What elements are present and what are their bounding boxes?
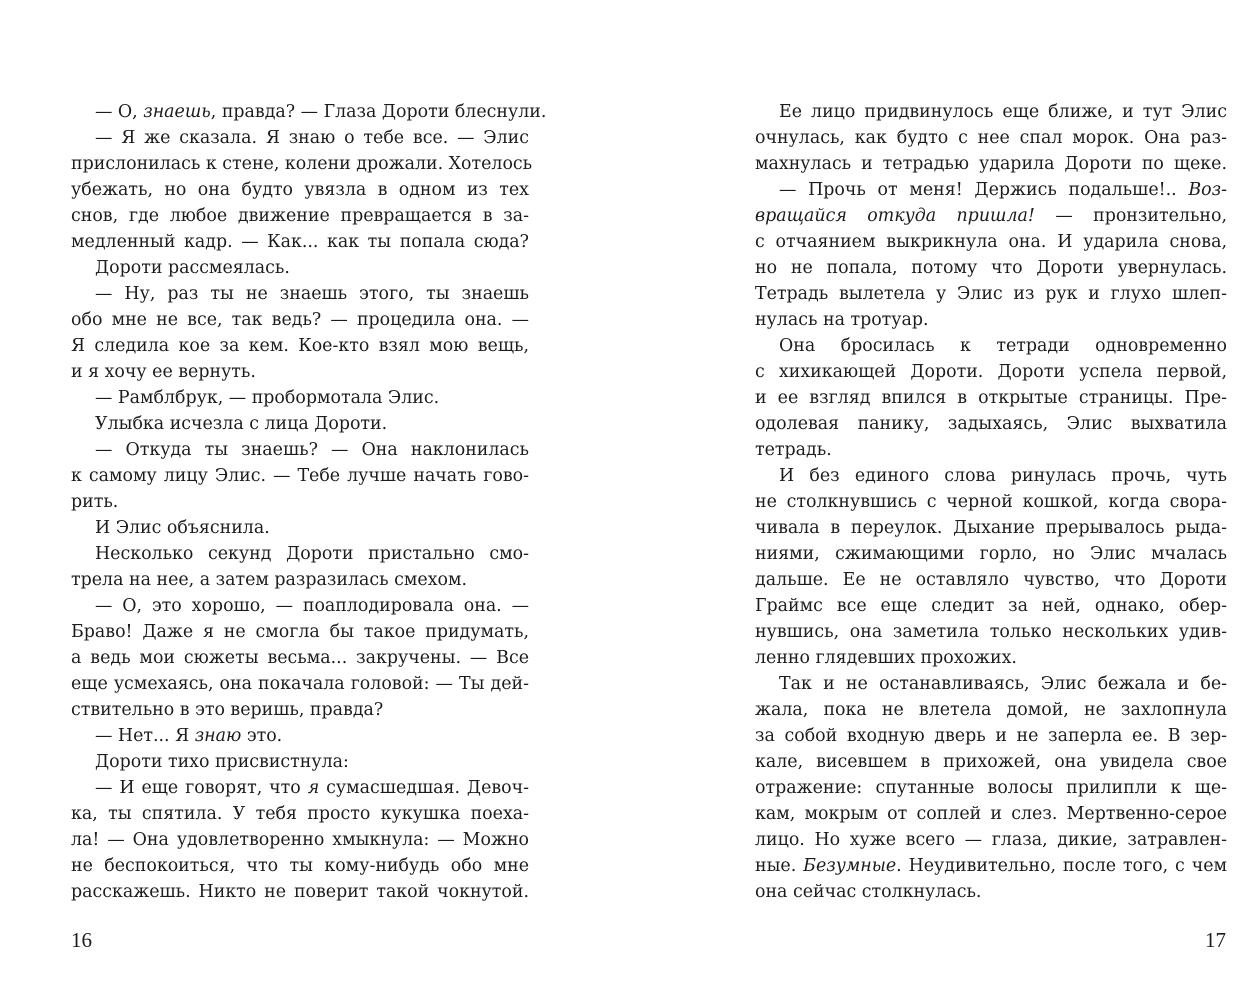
text-line: кам, мокрым от соплей и слез. Мертвенно-серое	[755, 804, 1227, 824]
text-line: Она бросилась к тетради одновременно	[779, 336, 1227, 356]
text-line: а ведь мои сюжеты весьма... закручены. — Все	[71, 648, 529, 668]
text-line: — Откуда ты знаешь? — Она наклонилась	[95, 440, 529, 460]
text-line: но не попала, потому что Дороти увернулась.	[755, 258, 1227, 278]
text-line: с отчаянием выкрикнула она. И ударила снова,	[755, 232, 1227, 252]
text-line: Так и не останавливаясь, Элис бежала и бе-	[779, 674, 1227, 694]
text-line: И Элис объяснила.	[95, 518, 270, 538]
text-line: очнулась, как будто с нее спал морок. Она раз-	[755, 128, 1227, 148]
text-line: обо мне не все, так ведь? — процедила она. —	[71, 310, 529, 330]
text-line: — Я же сказала. Я знаю о тебе все. — Элис	[95, 128, 529, 148]
text-line: — И еще говорят, что я сумасшедшая. Девоч-	[95, 778, 529, 798]
text-line: Дороти тихо присвистнула:	[95, 752, 349, 772]
text-line: — Нет... Я знаю это.	[95, 726, 283, 746]
emphasis-text: вращайся откуда пришла!	[755, 206, 1035, 226]
text-line: отражение: спутанные волосы прилипли к ще-	[755, 778, 1227, 798]
text-line: ные. Безумные. Неудивительно, после того, с чем	[755, 856, 1228, 876]
text-line: с хихикающей Дороти. Дороти успела первой,	[755, 362, 1227, 382]
emphasis-text: я	[307, 778, 320, 798]
emphasis-text: знаешь	[143, 102, 211, 122]
text-line: ка, ты спятила. У тебя просто кукушка поеха-	[71, 804, 529, 824]
text-line: И без единого слова ринулась прочь, чуть	[779, 466, 1227, 486]
text-line: махнулась и тетрадью ударила Дороти по щеке.	[755, 154, 1227, 174]
text-line: ниями, сжимающими горло, но Элис мчалась	[755, 544, 1227, 564]
text-line: рить.	[71, 492, 119, 512]
page-number: 17	[1205, 928, 1226, 952]
text-line: медленный кадр. — Как... как ты попала сюда?	[71, 232, 529, 252]
text-line: ленно глядевших прохожих.	[755, 648, 1017, 668]
text-line: еще усмехаясь, она покачала головой: — Ты дей-	[71, 674, 529, 694]
text-line: ла! — Она удовлетворенно хмыкнула: — Можно	[71, 830, 529, 850]
text-line: и я хочу ее вернуть.	[71, 362, 256, 382]
text-line: Дороти рассмеялась.	[95, 258, 290, 278]
text-line: прислонилась к стене, колени дрожали. Хотелось	[71, 154, 533, 174]
text-line: — О, это хорошо, — поаплодировала она. —	[95, 596, 529, 616]
text-line: Я следила кое за кем. Кое-кто взял мою вещь,	[71, 336, 529, 356]
text-line: Ее лицо придвинулось еще ближе, и тут Элис	[779, 102, 1227, 122]
text-line: Браво! Даже я не смогла бы такое придумать,	[71, 622, 529, 642]
text-line: трела на нее, а затем разразилась смехом.	[71, 570, 468, 590]
text-line: кале, висевшем в прихожей, она увидела свое	[755, 752, 1227, 772]
text-line: чивала в переулок. Дыхание прерывалось рыда-	[755, 518, 1227, 538]
text-line: нувшись, она заметила только нескольких удив-	[755, 622, 1227, 642]
text-line: не беспокоиться, что ты кому-нибудь обо мне	[71, 856, 529, 876]
emphasis-text: Безумные	[803, 856, 897, 876]
text-line: — Рамблбрук, — пробормотала Элис.	[95, 388, 440, 408]
text-line: расскажешь. Никто не поверит такой чокнутой.	[71, 882, 529, 902]
page-number: 16	[71, 928, 92, 952]
text-line: Несколько секунд Дороти пристально смо-	[95, 544, 529, 564]
text-line: одолевая панику, задыхаясь, Элис выхватила	[755, 414, 1227, 434]
text-line: — Прочь от меня! Держись подальше!.. Воз-	[779, 180, 1227, 200]
text-line: убежать, но она будто увязла в одном из тех	[71, 180, 529, 200]
text-line: вращайся откуда пришла! — пронзительно,	[755, 206, 1227, 226]
text-line: тетрадь.	[755, 440, 832, 460]
text-line: — О, знаешь, правда? — Глаза Дороти блеснули.	[95, 102, 547, 122]
text-line: к самому лицу Элис. — Тебе лучше начать гово-	[71, 466, 529, 486]
text-line: Граймс все еще следит за ней, однако, обер-	[755, 596, 1227, 616]
text-line: дальше. Ее не оставляло чувство, что Дороти	[755, 570, 1227, 590]
right-page	[625, 0, 1250, 1004]
text-line: — Ну, раз ты не знаешь этого, ты знаешь	[95, 284, 529, 304]
text-line: и ее взгляд впился в открытые страницы. Пре-	[755, 388, 1227, 408]
emphasis-text: Воз-	[1188, 180, 1227, 200]
text-line: лицо. Но хуже всего — глаза, дикие, затравлен-	[755, 830, 1227, 850]
text-line: Улыбка исчезла с лица Дороти.	[95, 414, 388, 434]
text-line: она сейчас столкнулась.	[755, 882, 982, 902]
text-line: не столкнувшись с черной кошкой, когда свора-	[755, 492, 1227, 512]
text-line: Тетрадь вылетела у Элис из рук и глухо шлеп-	[755, 284, 1227, 304]
text-line: ствительно в это веришь, правда?	[71, 700, 384, 720]
text-line: за собой входную дверь и не заперла ее. В зер-	[755, 726, 1227, 746]
text-line: жала, пока не влетела домой, не захлопнула	[755, 700, 1227, 720]
text-line: снов, где любое движение превращается в за-	[71, 206, 529, 226]
emphasis-text: знаю	[194, 726, 242, 746]
text-line: нулась на тротуар.	[755, 310, 929, 330]
